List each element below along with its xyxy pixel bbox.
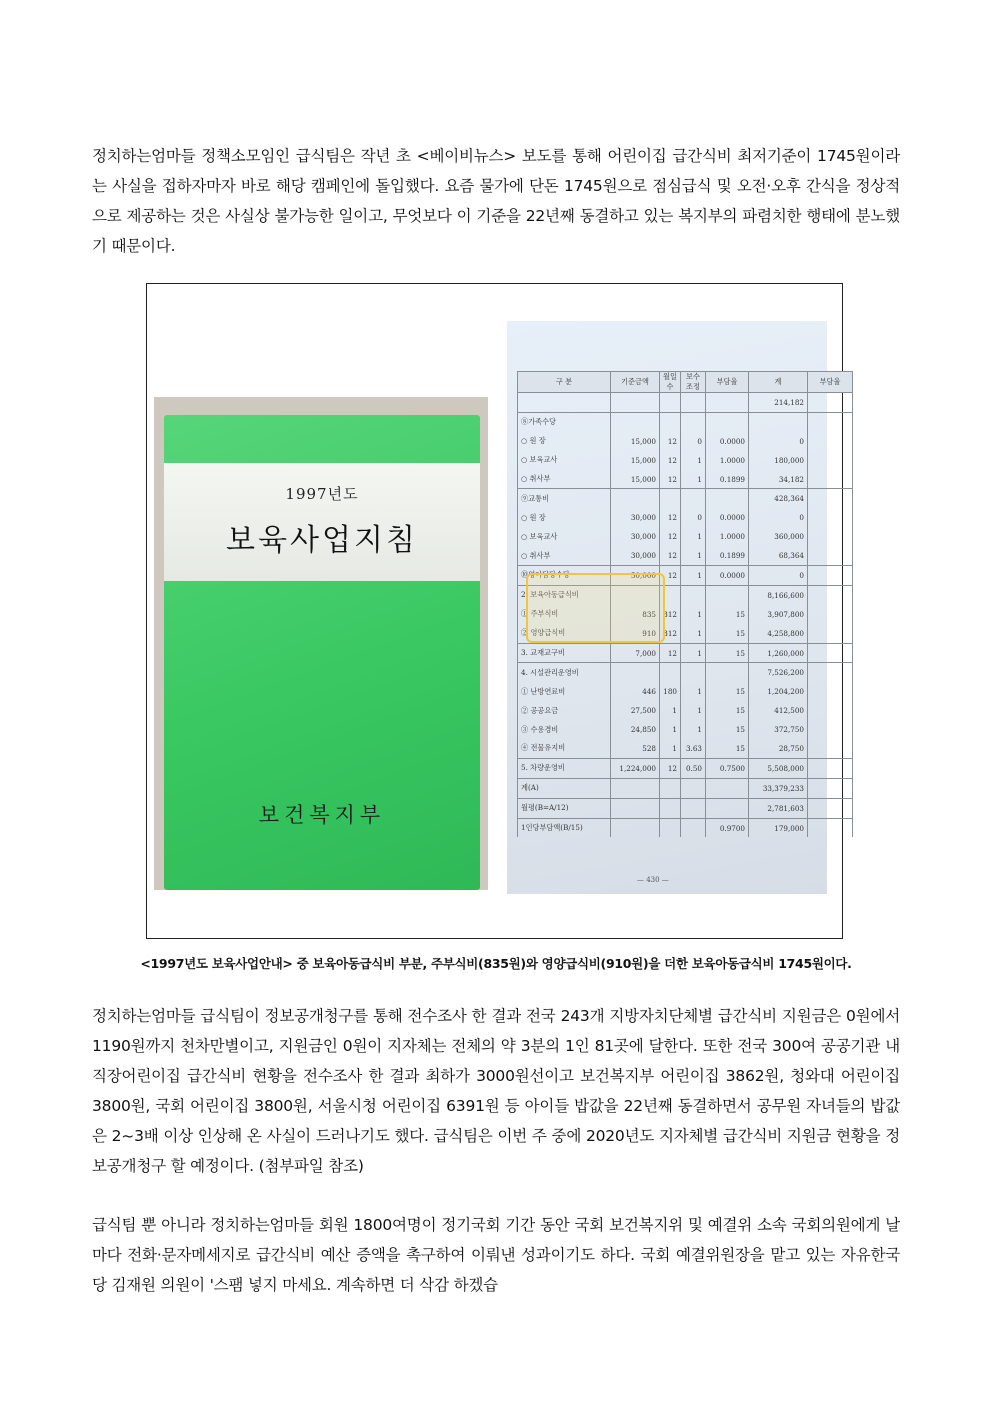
table-cell <box>611 412 660 431</box>
table-cell: 15,000 <box>611 470 660 489</box>
table-cell: ⑩영아담당수당 <box>518 566 611 586</box>
table-cell: 월평(B=A/12) <box>518 798 611 818</box>
table-row <box>518 818 853 837</box>
table-cell: 15 <box>706 624 749 643</box>
table-cell <box>611 663 660 682</box>
table-cell: ○ 취사부 <box>518 470 611 489</box>
table-cell <box>808 798 853 818</box>
table-cell: ① 난방연료비 <box>518 682 611 701</box>
table-cell: 0 <box>681 508 706 527</box>
table-cell: 12 <box>660 527 681 546</box>
table-cell: 15,000 <box>611 432 660 451</box>
book-title: 보육사업지침 <box>226 523 418 558</box>
table-cell: 312 <box>660 624 681 643</box>
table-cell <box>706 412 749 431</box>
table-cell: 3.63 <box>681 739 706 758</box>
table-cell <box>808 508 853 527</box>
table-cell: 1 <box>681 682 706 701</box>
table-cell <box>808 605 853 624</box>
table-cell: 24,850 <box>611 720 660 739</box>
table-cell <box>681 393 706 413</box>
table-cell <box>660 778 681 798</box>
table-header-cell: 부담율 <box>808 372 853 393</box>
table-cell: 0 <box>749 508 808 527</box>
table-cell <box>660 663 681 682</box>
table-cell: 312 <box>660 605 681 624</box>
table-cell: 50,000 <box>611 566 660 586</box>
table-cell <box>681 412 706 431</box>
table-cell <box>808 566 853 586</box>
budget-table-header <box>518 372 853 393</box>
table-row <box>518 489 853 508</box>
table-cell: 33,379,233 <box>749 778 808 798</box>
table-cell <box>660 798 681 818</box>
table-cell: 179,000 <box>749 818 808 837</box>
table-cell: 1인당부담액(B/15) <box>518 818 611 837</box>
table-cell: 30,000 <box>611 508 660 527</box>
table-row <box>518 798 853 818</box>
table-cell: ○ 보육교사 <box>518 451 611 470</box>
table-cell <box>706 393 749 413</box>
table-cell <box>808 739 853 758</box>
table-cell: 34,182 <box>749 470 808 489</box>
table-cell <box>808 432 853 451</box>
table-cell: 5. 차량운영비 <box>518 758 611 778</box>
table-cell: 2,781,603 <box>749 798 808 818</box>
table-cell <box>660 393 681 413</box>
table-row <box>518 739 853 758</box>
table-cell: ○ 보육교사 <box>518 527 611 546</box>
table-cell: ② 영양급식비 <box>518 624 611 643</box>
table-cell: 446 <box>611 682 660 701</box>
table-cell: 12 <box>660 758 681 778</box>
table-cell: 12 <box>660 508 681 527</box>
table-cell: ② 공공요금 <box>518 701 611 720</box>
table-cell: 3,907,800 <box>749 605 808 624</box>
table-cell <box>749 412 808 431</box>
table-cell: 910 <box>611 624 660 643</box>
table-cell <box>808 643 853 663</box>
table-cell: 835 <box>611 605 660 624</box>
table-cell: 0.1899 <box>706 546 749 565</box>
table-cell: 1 <box>681 546 706 565</box>
table-cell: 15 <box>706 720 749 739</box>
table-row <box>518 470 853 489</box>
table-cell <box>681 663 706 682</box>
table-cell: 15,000 <box>611 451 660 470</box>
table-cell: 0.0000 <box>706 508 749 527</box>
table-cell: 1 <box>681 643 706 663</box>
table-cell: 428,364 <box>749 489 808 508</box>
table-cell <box>808 624 853 643</box>
table-cell <box>706 798 749 818</box>
table-header-cell: 월일수 <box>660 372 681 393</box>
table-row <box>518 527 853 546</box>
table-cell: 12 <box>660 451 681 470</box>
table-cell <box>706 489 749 508</box>
table-cell: 1,204,200 <box>749 682 808 701</box>
table-cell: 180 <box>660 682 681 701</box>
table-cell: 0.0000 <box>706 566 749 586</box>
table-cell <box>808 585 853 604</box>
table-cell <box>808 663 853 682</box>
paragraph-survey: 정치하는엄마들 급식팀이 정보공개청구를 통해 전수조사 한 결과 전국 243개 지방자치단체별 급간식비 지원금은 0원에서 1190원까지 천차만별이고, 지원금인 0원이 지자체는 전체의 약 3분의 1인 81곳에 달한다. 또한 전국 300여 공공기관 내 직장어린이집 급간식비 현황을 전수조사 한 결과 최하가 3000원선이고 보건복지부 어린이집 3862원, 청와대 어린이집 3800원, 국회 어린이집 3800원, 서울시청 어린이집 6391원 등 아이들 밥값을 22년째 동결하면서 공무원 자녀들의 밥값은 2~3배 이상 인상해 온 사실이 드러나기도 했다. 급식팀은 이번 주 중에 2020년도 지자체별 급간식비 지원금 현황을 정보공개청구 할 예정이다. (첨부파일 참조) <box>92 1007 900 1175</box>
table-cell <box>660 489 681 508</box>
table-cell <box>808 720 853 739</box>
table-cell <box>808 546 853 565</box>
paragraph-intro: 정치하는엄마들 정책소모임인 급식팀은 작년 초 <베이비뉴스> 보도를 통해 어린이집 급간식비 최저기준이 1745원이라는 사실을 접하자마자 바로 해당 캠페인에 돌입했다. 요즘 물가에 단돈 1745원으로 점심급식 및 오전·오후 간식을 정상적으로 제공하는 것은 사실상 불가능한 일이고, 무엇보다 이 기준을 22년째 동결하고 있는 복지부의 파렴치한 행태에 분노했기 때문이다. <box>92 147 900 255</box>
table-cell: 0.50 <box>681 758 706 778</box>
table-cell: 15 <box>706 739 749 758</box>
table-cell: ○ 취사부 <box>518 546 611 565</box>
table-cell: ① 주부식비 <box>518 605 611 624</box>
table-cell: 12 <box>660 432 681 451</box>
table-cell: 15 <box>706 643 749 663</box>
table-cell <box>808 758 853 778</box>
table-cell <box>808 393 853 413</box>
table-cell <box>808 682 853 701</box>
table-row <box>518 393 853 413</box>
table-cell <box>681 818 706 837</box>
table-cell: 1 <box>681 566 706 586</box>
table-row <box>518 508 853 527</box>
table-cell: 1 <box>681 701 706 720</box>
table-cell: 4,258,800 <box>749 624 808 643</box>
table-cell: 30,000 <box>611 527 660 546</box>
table-cell: 12 <box>660 643 681 663</box>
table-row <box>518 682 853 701</box>
table-cell <box>808 818 853 837</box>
book-publisher: 보건복지부 <box>258 803 386 827</box>
table-cell: 28,750 <box>749 739 808 758</box>
table-cell <box>808 701 853 720</box>
table-cell: 1,224,000 <box>611 758 660 778</box>
table-cell: 1 <box>681 470 706 489</box>
table-cell <box>681 778 706 798</box>
highlight-box <box>526 573 665 643</box>
table-cell <box>706 585 749 604</box>
table-row <box>518 778 853 798</box>
table-cell: 1 <box>681 720 706 739</box>
table-cell: 5,508,000 <box>749 758 808 778</box>
table-cell: 1 <box>681 527 706 546</box>
table-cell: 0.7500 <box>706 758 749 778</box>
book-cover-photo <box>154 397 488 890</box>
table-cell <box>808 451 853 470</box>
table-cell: 528 <box>611 739 660 758</box>
table-row <box>518 432 853 451</box>
table-cell <box>808 778 853 798</box>
table-cell: 7,000 <box>611 643 660 663</box>
table-cell: 68,364 <box>749 546 808 565</box>
table-header-cell: 부담율 <box>706 372 749 393</box>
table-cell: ④ 전물유지비 <box>518 739 611 758</box>
table-cell <box>808 489 853 508</box>
table-cell: 0 <box>749 566 808 586</box>
table-cell <box>808 412 853 431</box>
table-cell: 15 <box>706 605 749 624</box>
figure-caption: <1997년도 보육사업안내> 중 보육아동급식비 부분, 주부식비(835원)와 영양급식비(910원)을 더한 보육아동급식비 1745원이다. <box>140 956 852 971</box>
table-cell: ③ 수용경비 <box>518 720 611 739</box>
table-header-cell: 기준금액 <box>611 372 660 393</box>
table-cell: 15 <box>706 682 749 701</box>
table-cell: 360,000 <box>749 527 808 546</box>
table-cell <box>611 798 660 818</box>
table-cell: 0 <box>681 432 706 451</box>
table-cell: 1 <box>660 701 681 720</box>
table-row <box>518 663 853 682</box>
table-cell <box>681 585 706 604</box>
table-cell <box>681 489 706 508</box>
paragraph-members: 급식팀 뿐 아니라 정치하는엄마들 회원 1800여명이 정기국회 기간 동안 국회 보건복지위 및 예결위 소속 국회의원에게 날마다 전화·문자메세지로 급간식비 예산 증액을 촉구하여 이뤄낸 성과이기도 하다. 국회 예결위원장을 맡고 있는 자유한국당 김재원 의원이 '스팸 넣지 마세요. 계속하면 더 삭감 하겠습 <box>92 1216 900 1294</box>
table-cell: 412,500 <box>749 701 808 720</box>
table-cell <box>706 778 749 798</box>
table-cell <box>660 412 681 431</box>
table-row <box>518 643 853 663</box>
table-cell <box>660 818 681 837</box>
table-cell: 3. 교재교구비 <box>518 643 611 663</box>
table-cell <box>808 527 853 546</box>
table-row <box>518 546 853 565</box>
table-cell <box>611 393 660 413</box>
table-header-cell: 계 <box>749 372 808 393</box>
table-cell: 0.1899 <box>706 470 749 489</box>
table-cell: 12 <box>660 546 681 565</box>
table-cell: ○ 원 장 <box>518 508 611 527</box>
table-cell: 0.0000 <box>706 432 749 451</box>
table-cell: 1 <box>660 739 681 758</box>
table-row <box>518 758 853 778</box>
table-cell: 1 <box>660 720 681 739</box>
table-cell: 1 <box>681 605 706 624</box>
table-cell: 0.9700 <box>706 818 749 837</box>
book-year: 1997년도 <box>285 485 359 503</box>
table-header-cell: 보수조정 <box>681 372 706 393</box>
table-cell: 12 <box>660 470 681 489</box>
table-cell: 2. 보육아동급식비 <box>518 585 611 604</box>
table-cell: 1 <box>681 451 706 470</box>
table-cell: 1.0000 <box>706 451 749 470</box>
table-cell: 27,500 <box>611 701 660 720</box>
table-cell: 15 <box>706 701 749 720</box>
table-cell: ⑨교통비 <box>518 489 611 508</box>
budget-table-photo <box>507 321 841 894</box>
table-cell <box>518 393 611 413</box>
table-row <box>518 412 853 431</box>
table-cell: 1.0000 <box>706 527 749 546</box>
table-cell: 1 <box>681 624 706 643</box>
table-cell: 0 <box>749 432 808 451</box>
table-header-cell: 구 분 <box>518 372 611 393</box>
table-cell: 180,000 <box>749 451 808 470</box>
table-cell <box>706 663 749 682</box>
table-cell: 372,750 <box>749 720 808 739</box>
table-cell: 214,182 <box>749 393 808 413</box>
page-number: — 430 — <box>637 876 669 884</box>
table-cell <box>808 470 853 489</box>
table-cell: 8,166,600 <box>749 585 808 604</box>
table-cell: 계(A) <box>518 778 611 798</box>
table-cell: ○ 원 장 <box>518 432 611 451</box>
table-cell: 7,526,200 <box>749 663 808 682</box>
table-cell: 12 <box>660 566 681 586</box>
table-cell <box>681 798 706 818</box>
table-cell <box>611 489 660 508</box>
figure-frame <box>146 283 843 939</box>
table-row <box>518 451 853 470</box>
table-cell <box>611 778 660 798</box>
table-cell: 1,260,000 <box>749 643 808 663</box>
table-row <box>518 720 853 739</box>
table-cell: 4. 시설관리운영비 <box>518 663 611 682</box>
table-cell: 30,000 <box>611 546 660 565</box>
table-row <box>518 701 853 720</box>
table-cell <box>611 818 660 837</box>
table-cell: ⑧가족수당 <box>518 412 611 431</box>
